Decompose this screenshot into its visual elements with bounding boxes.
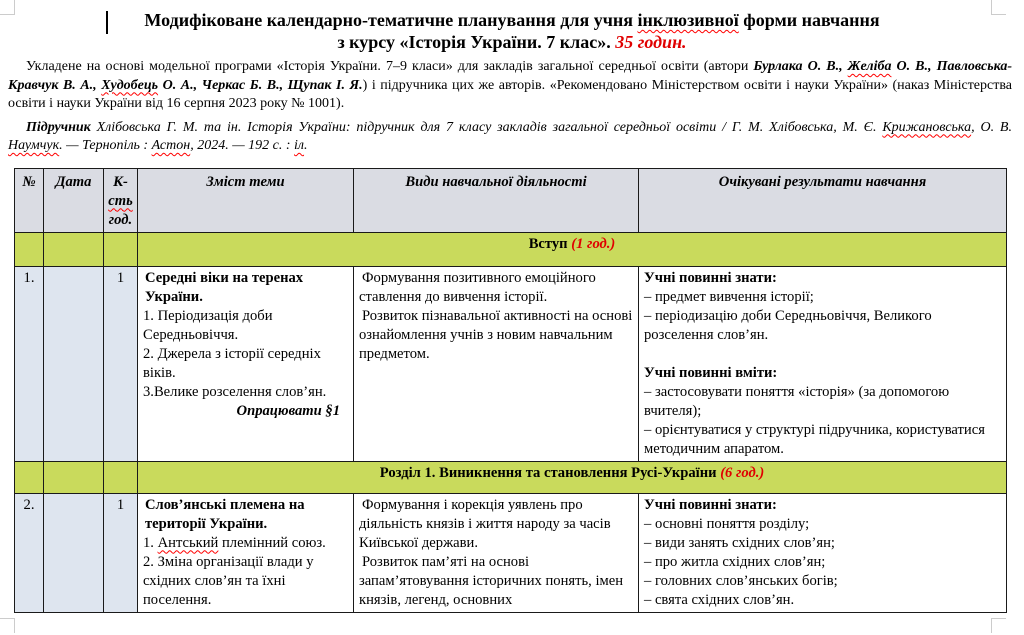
- topic-item: 1. Антський племінний союз.: [143, 534, 326, 551]
- row-2-topic-cell[interactable]: [138, 493, 354, 612]
- empty-cell[interactable]: [15, 232, 44, 266]
- row-2-hours-cell[interactable]: 1: [104, 493, 138, 612]
- row-1-outcomes-cell[interactable]: [639, 266, 1007, 461]
- misspelled-word: Антський: [157, 534, 219, 551]
- row-2-outcomes-cell[interactable]: [639, 493, 1007, 612]
- misspelled-word: Крижановська: [882, 119, 972, 135]
- topic-item: 2. Джерела з історії середніх віків.: [143, 345, 321, 381]
- misspelled-word: Наумчук: [8, 138, 60, 153]
- empty-cell[interactable]: [104, 232, 138, 266]
- outcome-item: – головних слов’янських богів;: [644, 572, 838, 589]
- lesson-row-1: [15, 266, 1007, 461]
- text-boundary-mark-top-right: [991, 0, 1006, 15]
- table-header-row: [15, 168, 1007, 232]
- col-header-topic[interactable]: Зміст теми: [138, 168, 354, 232]
- author-names: Бурлака О. В.,: [753, 59, 848, 74]
- row-2-number-cell[interactable]: 2.: [15, 493, 44, 612]
- activity-paragraph: Розвиток пам’яті на основі запам’ятовування історичних понять, імен князів, легенд, основних: [359, 553, 624, 608]
- text-boundary-mark-bottom-right: [991, 618, 1006, 633]
- empty-cell[interactable]: [104, 461, 138, 493]
- topic-item: 1. Періодизація доби Середньовіччя.: [143, 307, 273, 343]
- col-header-outcomes[interactable]: Очікувані результати навчання: [639, 168, 1007, 232]
- activity-paragraph: Формування позитивного емоційного ставлення до вивчення історії.: [359, 269, 596, 305]
- section-row-vstup: [15, 232, 1007, 266]
- section-hours: (1 год.): [571, 235, 616, 252]
- topic-item: 3.Велике розселення слов’ян.: [143, 383, 327, 400]
- title-line-1: Модифіковане календарно-тематичне планування для учня інклюзивної форми навчання: [144, 10, 880, 30]
- outcome-item: – види занять східних слов’ян;: [644, 534, 835, 551]
- total-hours: 35 годин.: [615, 32, 687, 52]
- outcome-item: – основні поняття розділу;: [644, 515, 810, 532]
- col-header-number[interactable]: №: [15, 168, 44, 232]
- outcome-item: – свята східних слов’ян.: [644, 591, 795, 608]
- row-1-activities-cell[interactable]: [354, 266, 639, 461]
- outcomes-know-label: Учні повинні знати:: [644, 269, 777, 286]
- row-1-number-cell[interactable]: 1.: [15, 266, 44, 461]
- section-title-vstup[interactable]: Вступ (1 год.): [138, 232, 1007, 266]
- activity-paragraph: Розвиток пізнавальної активності на основі ознайомлення учнів з новим навчальним предметом.: [359, 307, 633, 362]
- misspelled-word: сть: [108, 192, 133, 209]
- row-1-hours-cell[interactable]: 1: [104, 266, 138, 461]
- misspelled-word: Худобець: [101, 77, 159, 93]
- outcome-item: – орієнтуватися у структурі підручника, користуватися методичним апаратом.: [644, 421, 985, 457]
- row-2-date-cell[interactable]: [44, 493, 104, 612]
- col-header-activities[interactable]: Види навчальної діяльності: [354, 168, 639, 232]
- text-boundary-mark-top-left: [0, 0, 15, 15]
- document-title[interactable]: [10, 9, 1014, 53]
- textbook-paragraph[interactable]: Підручник Хлібовська Г. М. та ін. Історія України: підручник для 7 класу закладів загальної середньої освіти / Г. М. Хлібовська, М. Є. Крижановська, О. В. Наумчук. — Тернопіль : Астон, 2024. — 192 с. : іл.: [8, 119, 1012, 153]
- row-1-date-cell[interactable]: [44, 266, 104, 461]
- empty-cell[interactable]: [44, 461, 104, 493]
- section-hours: (6 год.): [720, 464, 765, 481]
- textbook-label: Підручник: [26, 119, 91, 135]
- outcome-item: – застосовувати поняття «історія» (за допомогою вчителя);: [644, 383, 950, 419]
- misspelled-word: Астон: [151, 138, 191, 153]
- topic-item: 2. Зміна організації влади у східних слов’ян та їхні поселення.: [143, 553, 314, 608]
- outcome-item: – періодизацію доби Середньовіччя, Великого розселення слов’ян.: [644, 307, 932, 343]
- empty-cell[interactable]: [15, 461, 44, 493]
- title-line-2: з курсу «Історія України. 7 клас». 35 годин.: [337, 32, 687, 52]
- outcomes-able-label: Учні повинні вміти:: [644, 364, 778, 381]
- outcomes-know-label: Учні повинні знати:: [644, 496, 777, 513]
- col-header-hours[interactable]: К-сть год.: [104, 168, 138, 232]
- row-1-topic-cell[interactable]: [138, 266, 354, 461]
- row-2-activities-cell[interactable]: [354, 493, 639, 612]
- activity-paragraph: Формування і корекція уявлень про діяльність князів і життя народу за часів Київської держави.: [359, 496, 611, 551]
- misspelled-word: іл: [294, 138, 305, 153]
- section-row-rozdil-1: [15, 461, 1007, 493]
- empty-cell[interactable]: [44, 232, 104, 266]
- outcome-item: – предмет вивчення історії;: [644, 288, 814, 305]
- lesson-row-2: [15, 493, 1007, 612]
- misspelled-word: інклюзивної: [637, 10, 739, 30]
- homework-note: Опрацювати §1: [236, 402, 340, 419]
- col-header-date[interactable]: Дата: [44, 168, 104, 232]
- blank-line: [644, 345, 1001, 364]
- planning-table: [14, 168, 1007, 613]
- section-title-rozdil-1[interactable]: Розділ 1. Виникнення та становлення Русі-України (6 год.): [138, 461, 1007, 493]
- text-caret: [106, 11, 108, 34]
- topic-title: Слов’янські племена на території України.: [145, 496, 305, 532]
- program-paragraph[interactable]: Укладене на основі модельної програми «Історія України. 7–9 класи» для закладів загальної середньої освіти (автори Бурлака О. В., Желіба О. В., Павловська-Кравчук В. А., Худобець О. А., Черкас Б. В., Щупак І. Я.) і підручника цих же авторів. «Рекомендовано Міністерством освіти і науки України» (наказ Міністерства освіти і науки України від 16 серпня 2023 року № 1001).: [8, 59, 1012, 111]
- text-boundary-mark-bottom-left: [0, 618, 15, 633]
- outcome-item: – про житла східних слов’ян;: [644, 553, 826, 570]
- topic-title: Середні віки на теренах України.: [145, 269, 304, 305]
- misspelled-word: Желіба: [847, 59, 892, 74]
